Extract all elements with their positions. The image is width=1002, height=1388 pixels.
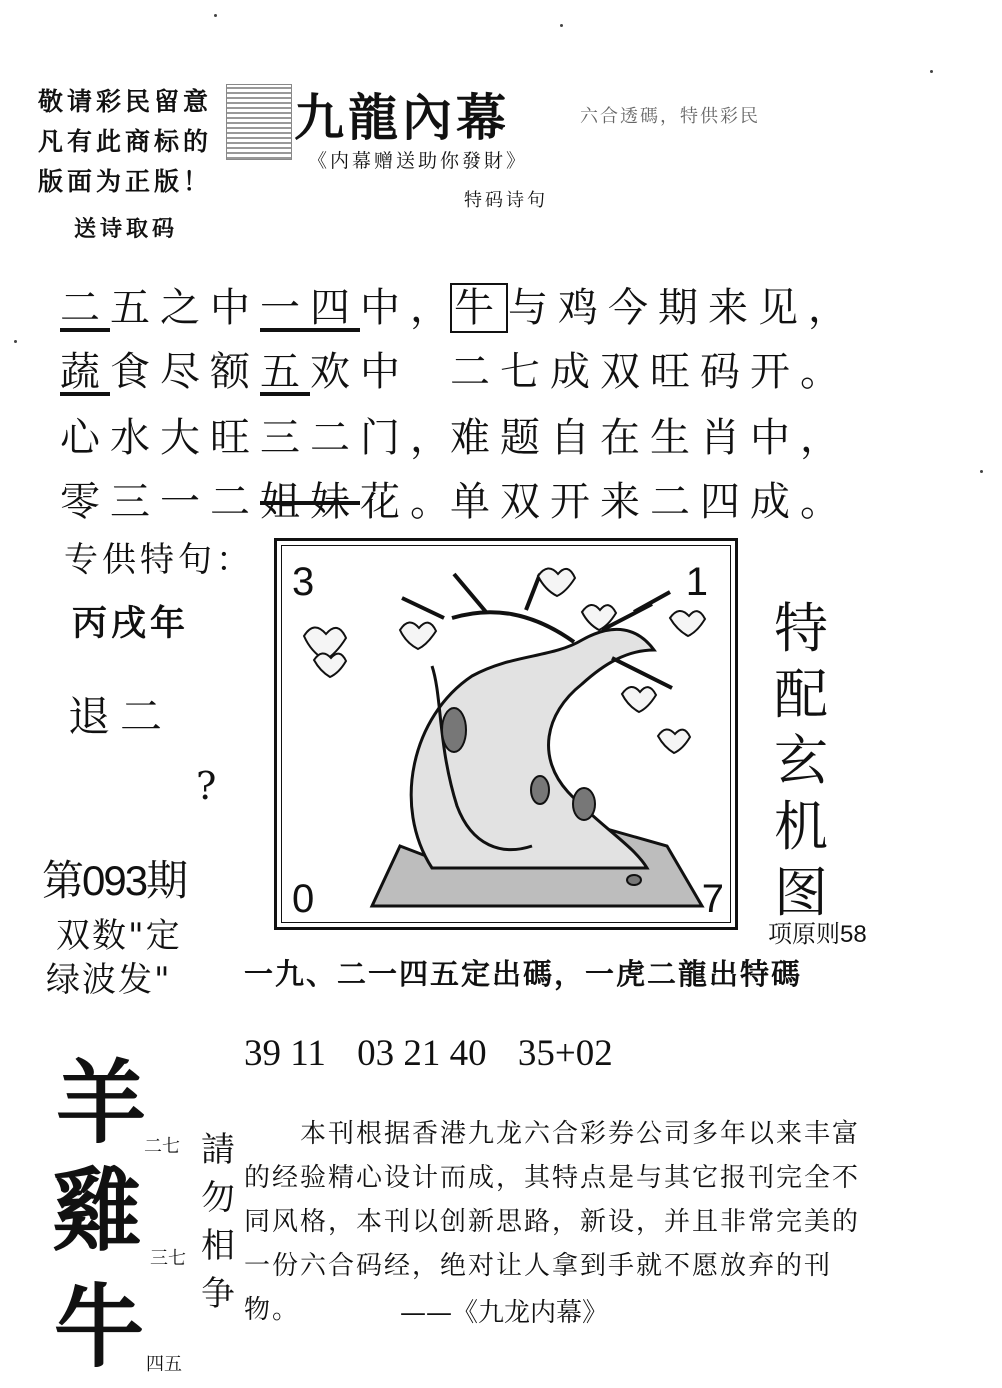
number: 02 [575, 1033, 613, 1074]
zodiac-number: 三七 [150, 1248, 186, 1269]
poem-segment: 单双开来二四成。 [450, 479, 850, 525]
number: 11 [290, 1033, 326, 1074]
poem-tag: 特码诗句 [464, 190, 548, 211]
poem-segment: 牛 [450, 283, 508, 333]
publication-signature: ——《九龙内幕》 [400, 1298, 609, 1328]
notice-char: 争 [201, 1274, 235, 1314]
do-not-compete-notice [196, 1126, 240, 1318]
zodiac-number: 四五 [146, 1354, 182, 1375]
number: 35 [517, 1033, 555, 1074]
poem-segment: 心水大旺三二门， [60, 415, 460, 461]
number-row [244, 1032, 613, 1075]
issue-number: 第093期 [42, 857, 187, 904]
poem-segment: 欢中 [310, 349, 410, 395]
picture-corner-bottom-right: 7 [701, 877, 724, 921]
poem-line-right-3 [450, 406, 850, 463]
publication-description: 本刊根据香港九龙六合彩券公司多年以来丰富的经验精心设计而成，其特点是与其它报刊完全不同风格，本刊以创新思路，新设，并且非常完美的一份六合码经，绝对让人拿到手就不愿放弃的刊物。 [244, 1119, 861, 1325]
picture-inner-border [281, 545, 731, 923]
poem-line-left-2 [60, 340, 410, 397]
poem-segment: 难题自在生肖中， [450, 415, 850, 461]
plus-sign: + [554, 1033, 576, 1074]
mystery-picture [274, 538, 738, 930]
special-sentence-label: 专供特句： [64, 540, 254, 580]
scan-speck [560, 24, 563, 27]
scan-speck [214, 14, 217, 17]
notice-line: 敬请彩民留意 [38, 87, 213, 116]
poem-line-left-3 [60, 406, 460, 463]
zodiac-number: 二七 [144, 1136, 180, 1157]
poem-segment: 五之中 [110, 285, 260, 331]
number: 40 [449, 1033, 487, 1074]
year-label: 丙戌年 [72, 603, 190, 644]
poem-segment: 二 [60, 285, 110, 331]
number: 21 [403, 1033, 441, 1074]
zodiac-char: 牛 [54, 1274, 144, 1380]
trademark-logo [226, 84, 292, 160]
formula-line: 一九、二一四五定出碼，一虎二龍出特碼 [244, 957, 803, 991]
poem-line-left-1 [60, 276, 460, 333]
authenticity-notice [38, 82, 212, 202]
poem-segment: 花。 [360, 479, 460, 525]
retreat-hint: 退二 [68, 692, 173, 741]
scan-speck [14, 340, 17, 343]
poem-line-right-1 [450, 276, 858, 333]
number: 39 [244, 1033, 281, 1074]
notice-char: 相 [201, 1226, 235, 1266]
rule-label: 项原则58 [768, 921, 867, 948]
zodiac-char: 羊 [56, 1050, 146, 1156]
scan-speck [930, 70, 933, 73]
poem-segment: 姐妹 [260, 479, 360, 525]
double-hint: 双数"定 [56, 916, 182, 956]
poem-segment: 一四 [260, 285, 360, 331]
scan-speck [980, 470, 983, 473]
zodiac-char: 雞 [52, 1158, 142, 1264]
notice-line: 凡有此商标的 [38, 127, 213, 156]
poem-segment: 中， [360, 285, 460, 331]
poem-line-right-4 [450, 470, 850, 527]
brand-tagline: 六合透碼，特供彩民 [580, 106, 760, 127]
green-wave-hint: 绿波发" [46, 960, 172, 1000]
poem-segment: 零三一二 [60, 479, 260, 525]
poem-segment: 蔬 [60, 349, 110, 395]
bonsai-tree-illustration [282, 546, 734, 926]
poem-segment: 食尽额 [110, 349, 260, 395]
notice-line: 版面为正版！ [38, 167, 213, 196]
picture-corner-top-right: 1 [685, 560, 708, 604]
brand-title: 九龍內幕 [294, 88, 510, 147]
side-title: 特配玄机图 [774, 597, 828, 924]
number: 03 [357, 1033, 395, 1074]
poem-segment: 五 [260, 349, 310, 395]
brand-subtitle: 《内幕赠送助你發財》 [308, 150, 529, 172]
notice-char: 勿 [201, 1178, 235, 1218]
poem-segment: 二七成双旺码开。 [450, 349, 850, 395]
poem-segment: 与鸡今期来见， [508, 285, 858, 331]
picture-corner-top-left: 3 [292, 560, 315, 604]
send-poem-label: 送诗取码 [74, 216, 179, 242]
poem-line-right-2 [450, 340, 850, 397]
notice-char: 請 [201, 1130, 235, 1170]
question-mark: ? [196, 764, 217, 808]
picture-corner-bottom-left: 0 [292, 877, 315, 921]
poem-line-left-4 [60, 470, 460, 527]
